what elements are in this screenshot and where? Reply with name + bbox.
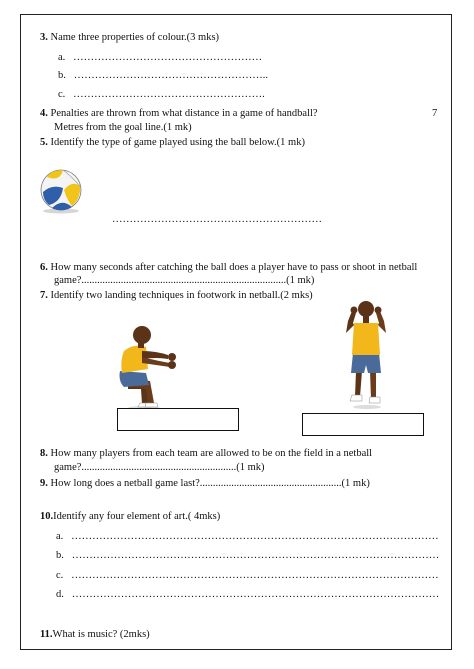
answer-line-3a: a. ……………………………………………… <box>58 52 263 63</box>
question-text: Name three properties of colour.(3 mks) <box>50 32 220 43</box>
answer-line-10c: c. …………………………………………………………………………………………… <box>56 570 439 581</box>
question-6-line2: game?..............................................................................(1 mk) <box>54 275 315 286</box>
question-8-line2: game?...........................................................(1 mk) <box>54 462 265 473</box>
question-7: 7. Identify two landing techniques in footwork in netball.(2 mks) <box>40 290 313 301</box>
player-squat-image <box>116 323 188 411</box>
answer-box-2[interactable] <box>302 413 424 436</box>
answer-line-5: …………………………………………………… <box>112 214 322 225</box>
question-number: 3. <box>40 32 48 43</box>
question-6: 6. How many seconds after catching the ball does a player have to pass or shoot in netball <box>40 262 418 273</box>
answer-box-1[interactable] <box>117 408 239 431</box>
question-5: 5. Identify the type of game played using the ball below.(1 mk) <box>40 137 305 148</box>
question-4-line2: Metres from the goal line.(1 mk) <box>54 122 192 133</box>
player-standing-image <box>340 297 392 409</box>
answer-line-10b: b. …………………………………………………………………………………………… <box>56 550 440 561</box>
side-mark: 7 <box>432 108 438 119</box>
question-10: 10.Identify any four element of art.( 4mks) <box>40 511 221 522</box>
answer-line-3c: c. ………………………………………………. <box>58 89 265 100</box>
question-4: 4. Penalties are thrown from what distance in a game of handball? <box>40 108 318 119</box>
question-11: 11.What is music? (2mks) <box>40 629 150 640</box>
answer-line-3b: b. ……………………………………………….. <box>58 70 268 81</box>
question-3 <box>40 31 219 44</box>
answer-line-10d: d. …………………………………………………………………………………………… <box>56 589 440 600</box>
question-8: 8. How many players from each team are allowed to be on the field in a netball <box>40 448 373 459</box>
volleyball-image <box>38 168 84 214</box>
answer-line-10a: a. …………………………………………………………………………………………… <box>56 531 439 542</box>
question-9: 9. How long does a netball game last?......................................................(1 mk) <box>40 478 370 489</box>
